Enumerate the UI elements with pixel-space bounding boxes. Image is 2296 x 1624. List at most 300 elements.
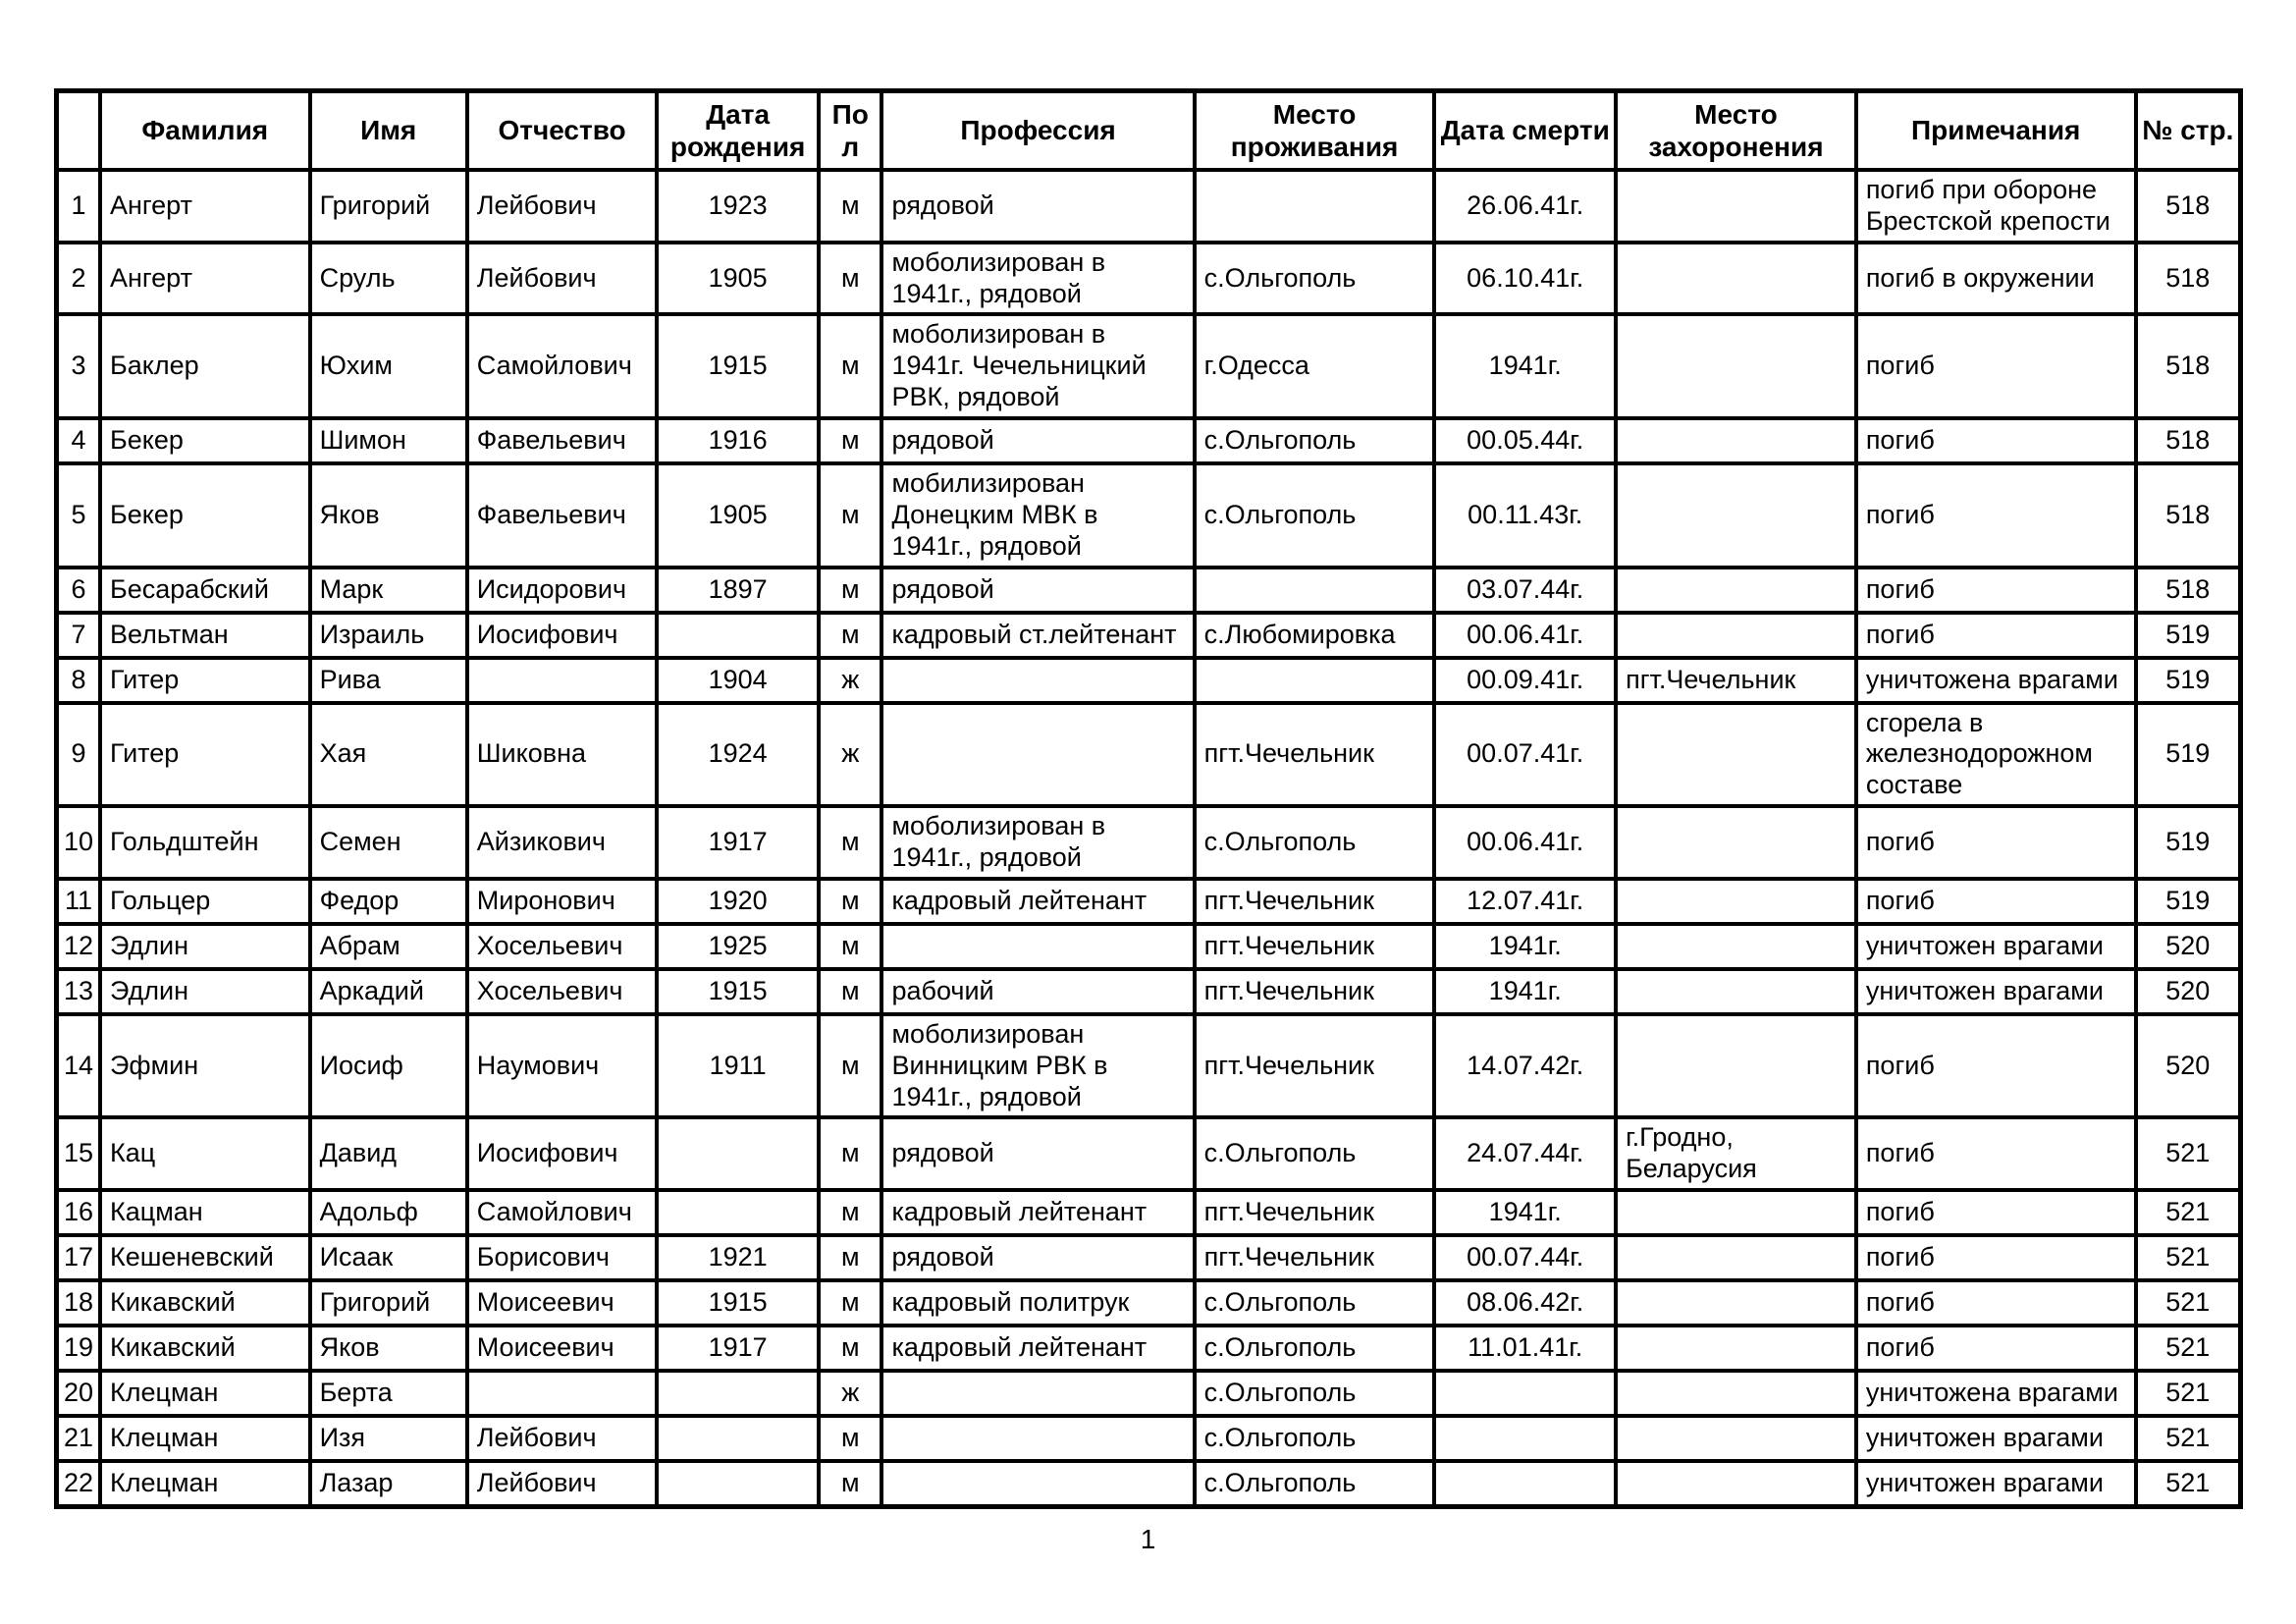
cell-page-number: 521 xyxy=(2136,1117,2241,1190)
cell-residence: пгт.Чечельник xyxy=(1195,969,1435,1014)
cell-burial-place xyxy=(1616,418,1856,463)
cell-row-number: 13 xyxy=(57,969,100,1014)
cell-death-date: 1941г. xyxy=(1434,314,1616,418)
cell-first-name: Давид xyxy=(310,1117,467,1190)
cell-death-date: 1941г. xyxy=(1434,924,1616,969)
cell-profession: мобилизирован Донецким МВК в 1941г., рядовой xyxy=(881,463,1194,568)
cell-sex: м xyxy=(819,613,882,658)
cell-first-name: Берта xyxy=(310,1371,467,1416)
cell-patronymic: Хосельевич xyxy=(467,924,658,969)
table-row xyxy=(57,703,2241,807)
cell-profession: кадровый политрук xyxy=(881,1280,1194,1326)
table-row xyxy=(57,1014,2241,1118)
cell-patronymic: Моисеевич xyxy=(467,1326,658,1371)
cell-residence: пгт.Чечельник xyxy=(1195,1014,1435,1118)
cell-page-number: 521 xyxy=(2136,1280,2241,1326)
cell-birth-date: 1921 xyxy=(657,1235,819,1280)
cell-first-name: Аркадий xyxy=(310,969,467,1014)
cell-notes: погиб в окружении xyxy=(1856,243,2136,315)
cell-surname: Ангерт xyxy=(100,243,310,315)
cell-notes: погиб xyxy=(1856,1235,2136,1280)
cell-death-date: 12.07.41г. xyxy=(1434,879,1616,924)
column-header-first-name: Имя xyxy=(310,91,467,171)
cell-profession xyxy=(881,703,1194,807)
cell-page-number: 518 xyxy=(2136,170,2241,243)
cell-profession: моболизирован в 1941г. Чечельницкий РВК, рядовой xyxy=(881,314,1194,418)
cell-sex: м xyxy=(819,1280,882,1326)
cell-notes: уничтожен врагами xyxy=(1856,924,2136,969)
cell-surname: Клецман xyxy=(100,1416,310,1461)
cell-sex: м xyxy=(819,243,882,315)
cell-first-name: Григорий xyxy=(310,1280,467,1326)
sheet-page-number: 1 xyxy=(1140,1524,1156,1554)
cell-profession: рабочий xyxy=(881,969,1194,1014)
cell-birth-date xyxy=(657,1190,819,1235)
cell-row-number: 12 xyxy=(57,924,100,969)
cell-page-number: 520 xyxy=(2136,1014,2241,1118)
cell-surname: Бекер xyxy=(100,418,310,463)
cell-row-number: 10 xyxy=(57,806,100,879)
cell-profession: моболизирован в 1941г., рядовой xyxy=(881,243,1194,315)
cell-row-number: 7 xyxy=(57,613,100,658)
cell-residence: пгт.Чечельник xyxy=(1195,1235,1435,1280)
cell-burial-place xyxy=(1616,969,1856,1014)
table-row xyxy=(57,314,2241,418)
cell-page-number: 521 xyxy=(2136,1461,2241,1506)
table-row xyxy=(57,1235,2241,1280)
cell-patronymic: Самойлович xyxy=(467,1190,658,1235)
cell-sex: м xyxy=(819,969,882,1014)
cell-page-number: 520 xyxy=(2136,969,2241,1014)
cell-patronymic: Айзикович xyxy=(467,806,658,879)
cell-page-number: 519 xyxy=(2136,658,2241,703)
cell-notes: погиб xyxy=(1856,1117,2136,1190)
table-row xyxy=(57,1416,2241,1461)
cell-burial-place xyxy=(1616,703,1856,807)
cell-residence xyxy=(1195,170,1435,243)
cell-birth-date: 1923 xyxy=(657,170,819,243)
cell-birth-date xyxy=(657,1117,819,1190)
cell-surname: Кац xyxy=(100,1117,310,1190)
cell-sex: м xyxy=(819,924,882,969)
cell-birth-date xyxy=(657,1461,819,1506)
cell-burial-place xyxy=(1616,243,1856,315)
table-row xyxy=(57,1117,2241,1190)
cell-patronymic: Лейбович xyxy=(467,1416,658,1461)
cell-page-number: 520 xyxy=(2136,924,2241,969)
cell-page-number: 521 xyxy=(2136,1416,2241,1461)
cell-patronymic: Моисеевич xyxy=(467,1280,658,1326)
cell-death-date: 24.07.44г. xyxy=(1434,1117,1616,1190)
cell-birth-date xyxy=(657,613,819,658)
cell-notes: погиб xyxy=(1856,1280,2136,1326)
cell-surname: Кикавский xyxy=(100,1280,310,1326)
cell-residence: с.Ольгополь xyxy=(1195,1326,1435,1371)
cell-sex: м xyxy=(819,1014,882,1118)
cell-profession: рядовой xyxy=(881,1117,1194,1190)
cell-burial-place xyxy=(1616,879,1856,924)
cell-sex: м xyxy=(819,463,882,568)
cell-surname: Эдлин xyxy=(100,924,310,969)
cell-death-date: 00.09.41г. xyxy=(1434,658,1616,703)
cell-first-name: Семен xyxy=(310,806,467,879)
cell-profession: рядовой xyxy=(881,170,1194,243)
cell-first-name: Шимон xyxy=(310,418,467,463)
cell-patronymic xyxy=(467,1371,658,1416)
cell-row-number: 17 xyxy=(57,1235,100,1280)
cell-birth-date: 1925 xyxy=(657,924,819,969)
table-row xyxy=(57,1280,2241,1326)
cell-patronymic: Исидорович xyxy=(467,568,658,613)
cell-first-name: Иосиф xyxy=(310,1014,467,1118)
column-header-notes: Примечания xyxy=(1856,91,2136,171)
cell-sex: м xyxy=(819,1190,882,1235)
cell-notes: погиб xyxy=(1856,568,2136,613)
cell-death-date xyxy=(1434,1416,1616,1461)
cell-profession xyxy=(881,658,1194,703)
cell-sex: м xyxy=(819,1416,882,1461)
column-header-row-number xyxy=(57,91,100,171)
cell-first-name: Исаак xyxy=(310,1235,467,1280)
cell-death-date: 11.01.41г. xyxy=(1434,1326,1616,1371)
cell-page-number: 518 xyxy=(2136,243,2241,315)
cell-page-number: 518 xyxy=(2136,463,2241,568)
cell-residence: с.Ольгополь xyxy=(1195,1371,1435,1416)
cell-row-number: 15 xyxy=(57,1117,100,1190)
cell-residence: с.Ольгополь xyxy=(1195,418,1435,463)
cell-notes: погиб xyxy=(1856,1326,2136,1371)
cell-row-number: 4 xyxy=(57,418,100,463)
cell-page-number: 521 xyxy=(2136,1371,2241,1416)
cell-sex: ж xyxy=(819,703,882,807)
cell-patronymic: Лейбович xyxy=(467,243,658,315)
cell-residence: г.Одесса xyxy=(1195,314,1435,418)
cell-profession: кадровый лейтенант xyxy=(881,1190,1194,1235)
cell-row-number: 1 xyxy=(57,170,100,243)
cell-residence: пгт.Чечельник xyxy=(1195,879,1435,924)
cell-residence xyxy=(1195,658,1435,703)
cell-sex: м xyxy=(819,806,882,879)
cell-notes: погиб xyxy=(1856,613,2136,658)
cell-death-date: 14.07.42г. xyxy=(1434,1014,1616,1118)
cell-birth-date: 1916 xyxy=(657,418,819,463)
cell-burial-place xyxy=(1616,806,1856,879)
cell-row-number: 8 xyxy=(57,658,100,703)
cell-notes: погиб xyxy=(1856,1190,2136,1235)
cell-patronymic: Наумович xyxy=(467,1014,658,1118)
cell-residence: с.Ольгополь xyxy=(1195,806,1435,879)
cell-surname: Эфмин xyxy=(100,1014,310,1118)
cell-row-number: 21 xyxy=(57,1416,100,1461)
cell-page-number: 518 xyxy=(2136,314,2241,418)
cell-row-number: 6 xyxy=(57,568,100,613)
cell-profession xyxy=(881,1416,1194,1461)
cell-page-number: 519 xyxy=(2136,879,2241,924)
cell-surname: Кацман xyxy=(100,1190,310,1235)
cell-profession xyxy=(881,1371,1194,1416)
table-row xyxy=(57,568,2241,613)
table-body xyxy=(57,170,2241,1506)
column-header-birth-date: Дата рождения xyxy=(657,91,819,171)
cell-burial-place xyxy=(1616,1416,1856,1461)
cell-death-date: 00.05.44г. xyxy=(1434,418,1616,463)
cell-notes: уничтожен врагами xyxy=(1856,969,2136,1014)
cell-row-number: 18 xyxy=(57,1280,100,1326)
cell-burial-place xyxy=(1616,314,1856,418)
cell-burial-place xyxy=(1616,613,1856,658)
cell-residence: с.Ольгополь xyxy=(1195,1416,1435,1461)
cell-burial-place xyxy=(1616,924,1856,969)
cell-patronymic: Фавельевич xyxy=(467,463,658,568)
cell-row-number: 3 xyxy=(57,314,100,418)
cell-first-name: Лазар xyxy=(310,1461,467,1506)
cell-residence: с.Ольгополь xyxy=(1195,1461,1435,1506)
cell-page-number: 518 xyxy=(2136,568,2241,613)
table-row xyxy=(57,613,2241,658)
table-row xyxy=(57,806,2241,879)
cell-burial-place: пгт.Чечельник xyxy=(1616,658,1856,703)
cell-burial-place xyxy=(1616,1014,1856,1118)
cell-row-number: 14 xyxy=(57,1014,100,1118)
cell-patronymic: Лейбович xyxy=(467,170,658,243)
cell-row-number: 20 xyxy=(57,1371,100,1416)
cell-birth-date: 1897 xyxy=(657,568,819,613)
table-row xyxy=(57,1326,2241,1371)
cell-row-number: 19 xyxy=(57,1326,100,1371)
cell-surname: Бесарабский xyxy=(100,568,310,613)
cell-notes: погиб xyxy=(1856,879,2136,924)
cell-death-date: 1941г. xyxy=(1434,1190,1616,1235)
table-row xyxy=(57,969,2241,1014)
table-header xyxy=(57,91,2241,171)
cell-death-date: 00.07.41г. xyxy=(1434,703,1616,807)
cell-birth-date: 1917 xyxy=(657,806,819,879)
cell-first-name: Федор xyxy=(310,879,467,924)
cell-profession: кадровый лейтенант xyxy=(881,1326,1194,1371)
cell-birth-date: 1905 xyxy=(657,463,819,568)
cell-surname: Кикавский xyxy=(100,1326,310,1371)
cell-birth-date: 1915 xyxy=(657,1280,819,1326)
table-row xyxy=(57,1461,2241,1506)
cell-death-date xyxy=(1434,1461,1616,1506)
cell-surname: Клецман xyxy=(100,1461,310,1506)
table-row xyxy=(57,243,2241,315)
cell-sex: м xyxy=(819,1461,882,1506)
cell-page-number: 521 xyxy=(2136,1190,2241,1235)
cell-death-date: 00.06.41г. xyxy=(1434,613,1616,658)
cell-burial-place xyxy=(1616,1371,1856,1416)
cell-notes: погиб xyxy=(1856,418,2136,463)
cell-birth-date: 1920 xyxy=(657,879,819,924)
cell-residence: пгт.Чечельник xyxy=(1195,703,1435,807)
column-header-page-number: № стр. xyxy=(2136,91,2241,171)
cell-death-date xyxy=(1434,1371,1616,1416)
cell-profession: рядовой xyxy=(881,568,1194,613)
cell-patronymic: Шиковна xyxy=(467,703,658,807)
cell-birth-date: 1917 xyxy=(657,1326,819,1371)
cell-residence: пгт.Чечельник xyxy=(1195,924,1435,969)
cell-death-date: 06.10.41г. xyxy=(1434,243,1616,315)
table-row xyxy=(57,879,2241,924)
cell-first-name: Изя xyxy=(310,1416,467,1461)
cell-burial-place xyxy=(1616,1190,1856,1235)
table-row xyxy=(57,1190,2241,1235)
cell-patronymic: Борисович xyxy=(467,1235,658,1280)
cell-surname: Гитер xyxy=(100,658,310,703)
column-header-profession: Профессия xyxy=(881,91,1194,171)
cell-residence: с.Ольгополь xyxy=(1195,1117,1435,1190)
cell-surname: Баклер xyxy=(100,314,310,418)
cell-birth-date: 1915 xyxy=(657,969,819,1014)
cell-notes: погиб при обороне Брестской крепости xyxy=(1856,170,2136,243)
cell-residence: с.Ольгополь xyxy=(1195,243,1435,315)
cell-row-number: 2 xyxy=(57,243,100,315)
cell-birth-date: 1904 xyxy=(657,658,819,703)
cell-birth-date xyxy=(657,1371,819,1416)
cell-burial-place xyxy=(1616,170,1856,243)
cell-patronymic: Фавельевич xyxy=(467,418,658,463)
cell-row-number: 16 xyxy=(57,1190,100,1235)
cell-first-name: Яков xyxy=(310,1326,467,1371)
cell-first-name: Яков xyxy=(310,463,467,568)
cell-burial-place xyxy=(1616,1235,1856,1280)
cell-row-number: 9 xyxy=(57,703,100,807)
table-header-row xyxy=(57,91,2241,171)
cell-first-name: Юхим xyxy=(310,314,467,418)
column-header-residence: Место проживания xyxy=(1195,91,1435,171)
cell-notes: уничтожена врагами xyxy=(1856,658,2136,703)
cell-profession: кадровый ст.лейтенант xyxy=(881,613,1194,658)
cell-sex: м xyxy=(819,170,882,243)
column-header-sex: Пол xyxy=(819,91,882,171)
cell-surname: Гитер xyxy=(100,703,310,807)
cell-surname: Эдлин xyxy=(100,969,310,1014)
cell-death-date: 08.06.42г. xyxy=(1434,1280,1616,1326)
victims-roster-table xyxy=(54,88,2243,1509)
cell-notes: сгорела в железнодорожном составе xyxy=(1856,703,2136,807)
cell-surname: Вельтман xyxy=(100,613,310,658)
cell-residence: с.Ольгополь xyxy=(1195,1280,1435,1326)
cell-sex: м xyxy=(819,418,882,463)
column-header-patronymic: Отчество xyxy=(467,91,658,171)
cell-notes: уничтожена врагами xyxy=(1856,1371,2136,1416)
cell-page-number: 518 xyxy=(2136,418,2241,463)
cell-patronymic: Лейбович xyxy=(467,1461,658,1506)
cell-death-date: 1941г. xyxy=(1434,969,1616,1014)
table-row xyxy=(57,924,2241,969)
cell-sex: м xyxy=(819,1326,882,1371)
cell-residence xyxy=(1195,568,1435,613)
cell-burial-place xyxy=(1616,1280,1856,1326)
cell-birth-date xyxy=(657,1416,819,1461)
cell-surname: Бекер xyxy=(100,463,310,568)
cell-death-date: 00.06.41г. xyxy=(1434,806,1616,879)
cell-sex: м xyxy=(819,879,882,924)
cell-profession: моболизирован в 1941г., рядовой xyxy=(881,806,1194,879)
cell-surname: Клецман xyxy=(100,1371,310,1416)
cell-notes: погиб xyxy=(1856,314,2136,418)
cell-surname: Ангерт xyxy=(100,170,310,243)
cell-profession: кадровый лейтенант xyxy=(881,879,1194,924)
table-row xyxy=(57,1371,2241,1416)
cell-page-number: 519 xyxy=(2136,703,2241,807)
cell-sex: м xyxy=(819,1235,882,1280)
cell-patronymic xyxy=(467,658,658,703)
cell-burial-place xyxy=(1616,568,1856,613)
cell-page-number: 519 xyxy=(2136,613,2241,658)
cell-surname: Гольдштейн xyxy=(100,806,310,879)
cell-birth-date: 1905 xyxy=(657,243,819,315)
cell-death-date: 26.06.41г. xyxy=(1434,170,1616,243)
cell-burial-place xyxy=(1616,463,1856,568)
cell-profession xyxy=(881,924,1194,969)
cell-surname: Кешеневский xyxy=(100,1235,310,1280)
column-header-burial-place: Место захоронения xyxy=(1616,91,1856,171)
table-row xyxy=(57,170,2241,243)
cell-death-date: 03.07.44г. xyxy=(1434,568,1616,613)
cell-patronymic: Иосифович xyxy=(467,1117,658,1190)
cell-first-name: Хая xyxy=(310,703,467,807)
cell-burial-place: г.Гродно, Беларусия xyxy=(1616,1117,1856,1190)
cell-death-date: 00.07.44г. xyxy=(1434,1235,1616,1280)
cell-first-name: Сруль xyxy=(310,243,467,315)
cell-first-name: Израиль xyxy=(310,613,467,658)
cell-notes: уничтожен врагами xyxy=(1856,1461,2136,1506)
cell-sex: м xyxy=(819,1117,882,1190)
cell-first-name: Рива xyxy=(310,658,467,703)
cell-patronymic: Самойлович xyxy=(467,314,658,418)
cell-birth-date: 1915 xyxy=(657,314,819,418)
cell-birth-date: 1911 xyxy=(657,1014,819,1118)
cell-first-name: Марк xyxy=(310,568,467,613)
cell-residence: с.Ольгополь xyxy=(1195,463,1435,568)
cell-patronymic: Хосельевич xyxy=(467,969,658,1014)
cell-profession xyxy=(881,1461,1194,1506)
cell-row-number: 22 xyxy=(57,1461,100,1506)
cell-burial-place xyxy=(1616,1326,1856,1371)
cell-page-number: 521 xyxy=(2136,1326,2241,1371)
cell-residence: с.Любомировка xyxy=(1195,613,1435,658)
cell-notes: уничтожен врагами xyxy=(1856,1416,2136,1461)
cell-notes: погиб xyxy=(1856,463,2136,568)
cell-burial-place xyxy=(1616,1461,1856,1506)
table-row xyxy=(57,418,2241,463)
cell-row-number: 11 xyxy=(57,879,100,924)
cell-first-name: Григорий xyxy=(310,170,467,243)
cell-page-number: 521 xyxy=(2136,1235,2241,1280)
cell-sex: м xyxy=(819,568,882,613)
cell-profession: моболизирован Винницким РВК в 1941г., рядовой xyxy=(881,1014,1194,1118)
table-row xyxy=(57,463,2241,568)
cell-sex: ж xyxy=(819,1371,882,1416)
cell-sex: ж xyxy=(819,658,882,703)
cell-surname: Гольцер xyxy=(100,879,310,924)
cell-sex: м xyxy=(819,314,882,418)
cell-notes: погиб xyxy=(1856,806,2136,879)
column-header-death-date: Дата смерти xyxy=(1434,91,1616,171)
cell-residence: пгт.Чечельник xyxy=(1195,1190,1435,1235)
cell-page-number: 519 xyxy=(2136,806,2241,879)
column-header-surname: Фамилия xyxy=(100,91,310,171)
cell-patronymic: Миронович xyxy=(467,879,658,924)
cell-patronymic: Иосифович xyxy=(467,613,658,658)
cell-first-name: Адольф xyxy=(310,1190,467,1235)
cell-first-name: Абрам xyxy=(310,924,467,969)
cell-row-number: 5 xyxy=(57,463,100,568)
cell-profession: рядовой xyxy=(881,418,1194,463)
cell-profession: рядовой xyxy=(881,1235,1194,1280)
cell-notes: погиб xyxy=(1856,1014,2136,1118)
